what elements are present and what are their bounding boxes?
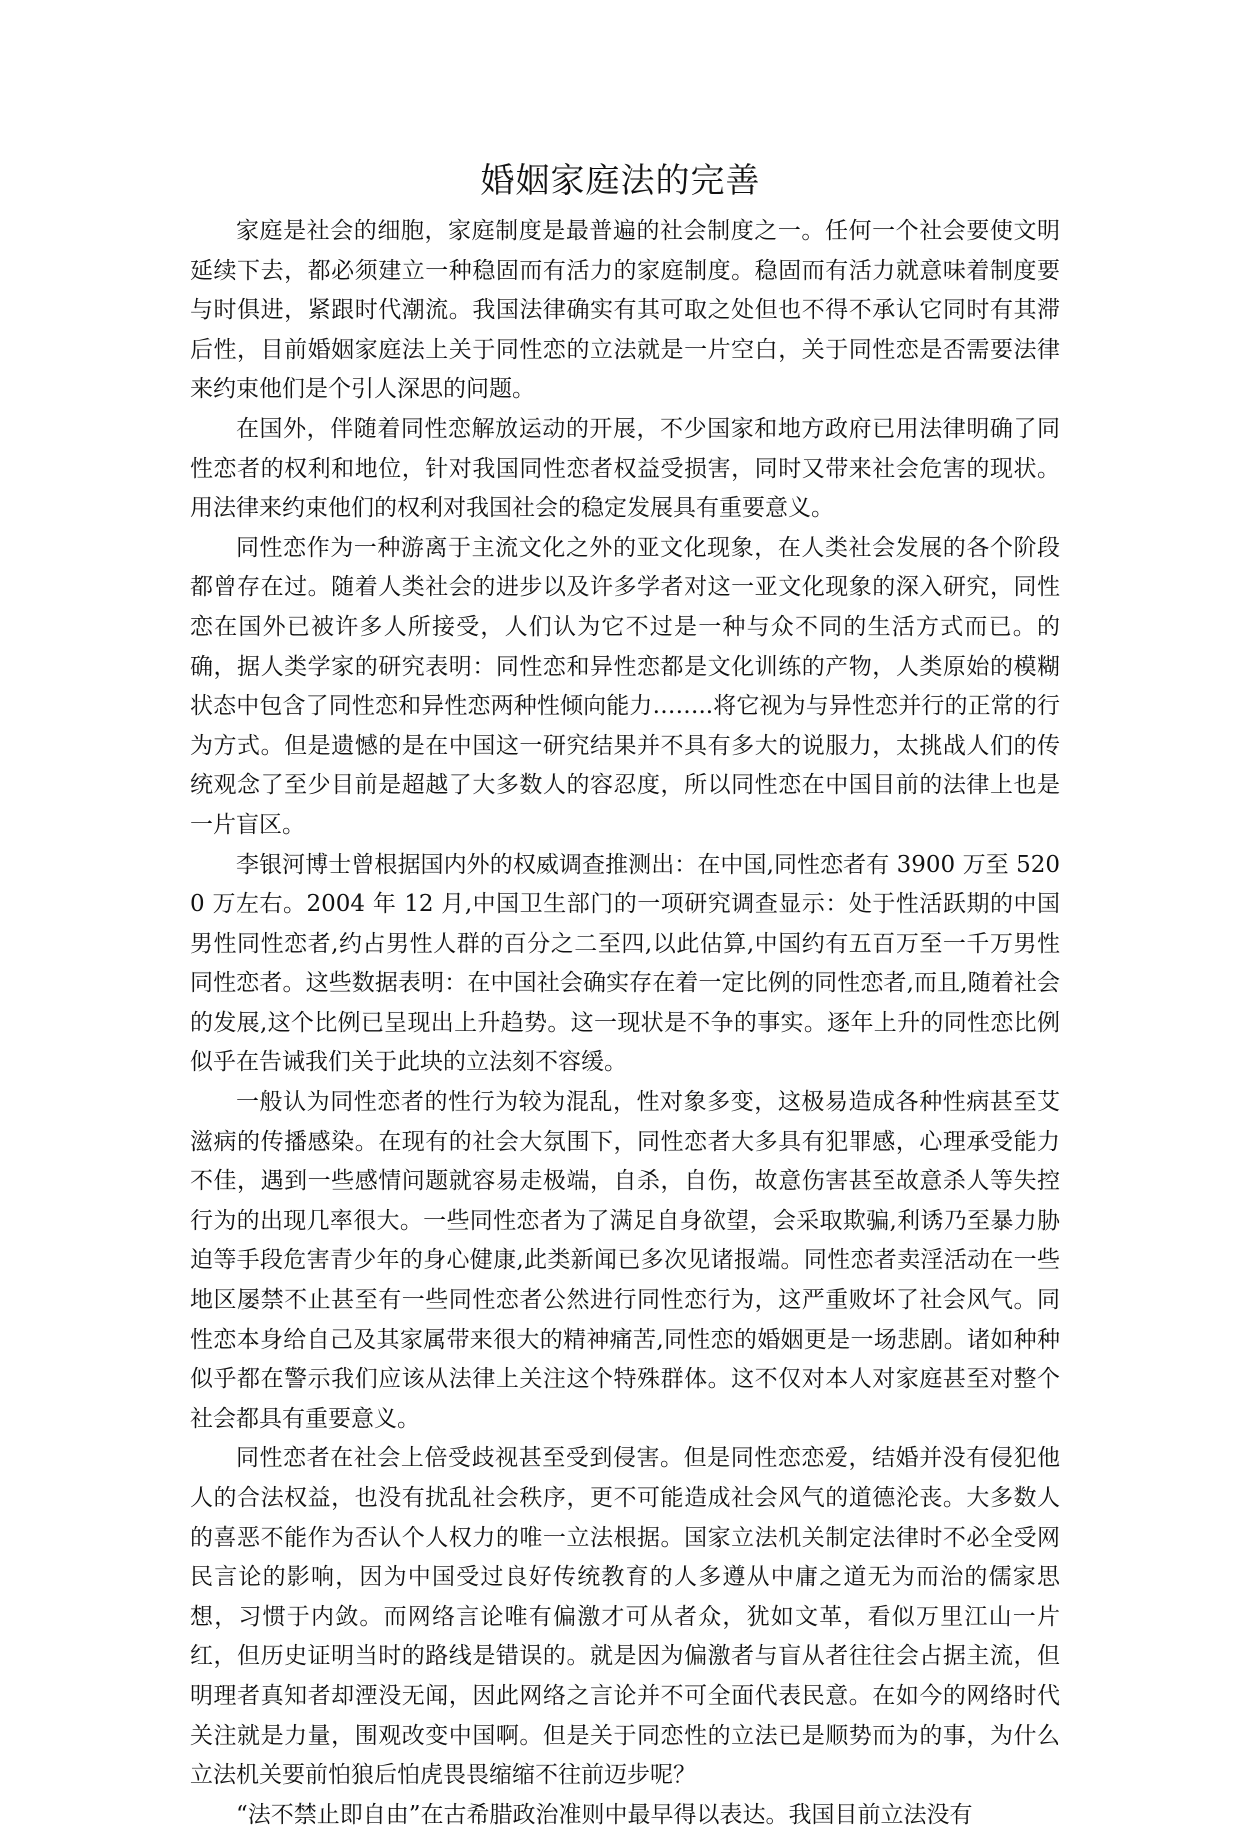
paragraph: 同性恋作为一种游离于主流文化之外的亚文化现象，在人类社会发展的各个阶段都曾存在过。随着人类社会的进步以及许多学者对这一亚文化现象的深入研究，同性恋在国外已被许多人所接受，人们认为它不过是一种与众不同的生活方式而已。的确，据人类学家的研究表明：同性恋和异性恋都是文化训练的产物，人类原始的模糊状态中包含了同性恋和异性恋两种性倾向能力……..将它视为与异性恋并行的正常的行为方式。但是遗憾的是在中国这一研究结果并不具有多大的说服力，太挑战人们的传统观念了至少目前是超越了大多数人的容忍度，所以同性恋在中国目前的法律上也是一片盲区。 bbox=[190, 534, 1060, 838]
document-body bbox=[190, 212, 1060, 1835]
paragraph: 同性恋者在社会上倍受歧视甚至受到侵害。但是同性恋恋爱，结婚并没有侵犯他人的合法权益，也没有扰乱社会秩序，更不可能造成社会风气的道德沦丧。大多数人的喜恶不能作为否认个人权力的唯一立法根据。国家立法机关制定法律时不必全受网民言论的影响，因为中国受过良好传统教育的人多遵从中庸之道无为而治的儒家思想，习惯于内敛。而网络言论唯有偏激才可从者众，犹如文革，看似万里江山一片红，但历史证明当时的路线是错误的。就是因为偏激者与盲从者往往会占据主流，但明理者真知者却湮没无闻，因此网络之言论并不可全面代表民意。在如今的网络时代关注就是力量，围观改变中国啊。但是关于同恋性的立法已是顺势而为的事，为什么立法机关要前怕狼后怕虎畏畏缩缩不往前迈步呢？ bbox=[190, 1445, 1060, 1789]
paragraph: 一般认为同性恋者的性行为较为混乱，性对象多变，这极易造成各种性病甚至艾滋病的传播感染。在现有的社会大氛围下，同性恋者大多具有犯罪感，心理承受能力不佳，遇到一些感情问题就容易走极端，自杀，自伤，故意伤害甚至故意杀人等失控行为的出现几率很大。一些同性恋者为了满足自身欲望，会采取欺骗,利诱乃至暴力胁迫等手段危害青少年的身心健康,此类新闻已多次见诸报端。同性恋者卖淫活动在一些地区屡禁不止甚至有一些同性恋者公然进行同性恋行为，这严重败坏了社会风气。同性恋本身给自己及其家属带来很大的精神痛苦,同性恋的婚姻更是一场悲剧。诸如种种似乎都在警示我们应该从法律上关注这个特殊群体。这不仅对本人对家庭甚至对整个社会都具有重要意义。 bbox=[190, 1089, 1060, 1432]
paragraph: 家庭是社会的细胞，家庭制度是最普遍的社会制度之一。任何一个社会要使文明延续下去，都必须建立一种稳固而有活力的家庭制度。稳固而有活力就意味着制度要与时俱进，紧跟时代潮流。我国法律确实有其可取之处但也不得不承认它同时有其滞后性，目前婚姻家庭法上关于同性恋的立法就是一片空白，关于同性恋是否需要法律来约束他们是个引人深思的问题。 bbox=[190, 218, 1060, 403]
paragraph: “法不禁止即自由”在古希腊政治准则中最早得以表达。我国目前立法没有 bbox=[236, 1801, 973, 1828]
paragraph: 在国外，伴随着同性恋解放运动的开展，不少国家和地方政府已用法律明确了同性恋者的权利和地位，针对我国同性恋者权益受损害，同时又带来社会危害的现状。用法律来约束他们的权利对我国社会的稳定发展具有重要意义。 bbox=[190, 415, 1060, 522]
document-title: 婚姻家庭法的完善 bbox=[480, 161, 761, 201]
paragraph: 李银河博士曾根据国内外的权威调查推测出：在中国,同性恋者有 3900 万至 5200 万左右。2004 年 12 月,中国卫生部门的一项研究调查显示：处于性活跃期的中国男性同性恋者,约占男性人群的百分之二至四,以此估算,中国约有五百万至一千万男性同性恋者。这些数据表明：在中国社会确实存在着一定比例的同性恋者,而且,随着社会的发展,这个比例已呈现出上升趋势。这一现状是不争的事实。逐年上升的同性恋比例似乎在告诫我们关于此块的立法刻不容缓。 bbox=[190, 851, 1060, 1076]
